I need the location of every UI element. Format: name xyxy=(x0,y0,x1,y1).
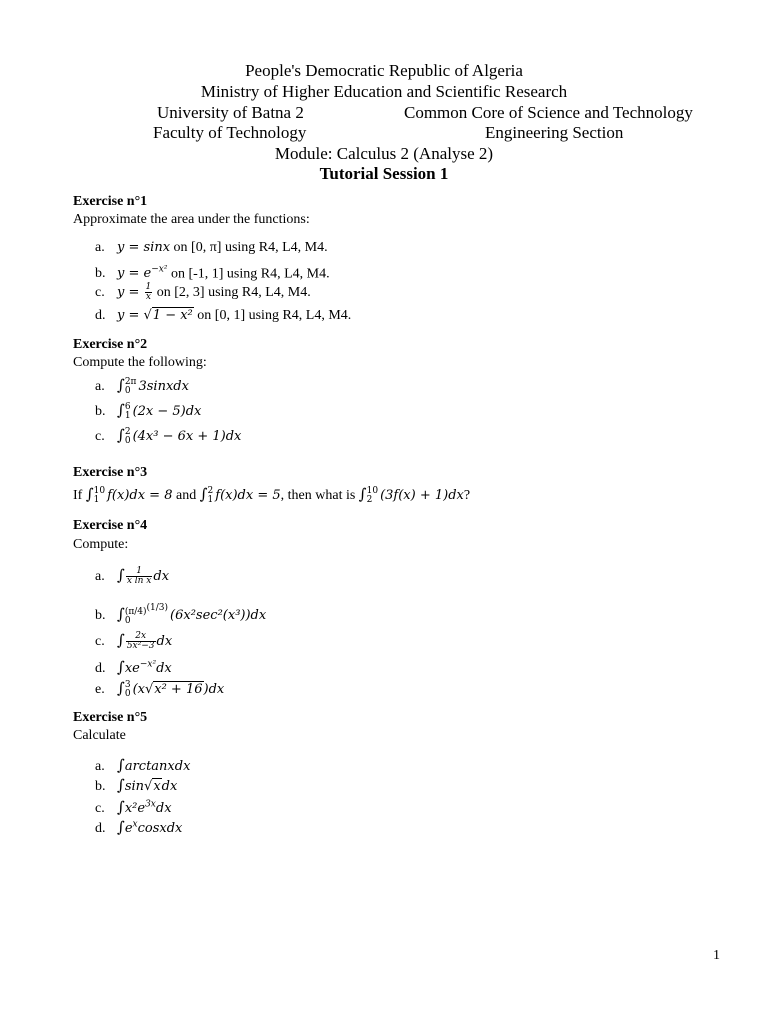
exercise-5-item-d: d. $\int e^xcosxdx$ xyxy=(95,818,183,837)
exercise-1-item-c: c. y = $\frac{1}{x}$ on [2, 3] using R4, L4, M4. xyxy=(95,282,311,302)
exercise-5-item-b: b. ∫sin√xdx xyxy=(95,776,178,794)
exercise-1-item-a: a. y = sinx on [0, π] using R4, L4, M4. xyxy=(95,240,328,255)
page-number: 1 xyxy=(713,948,720,963)
exercise-2-item-c: c. ∫ 2 0 (4x³ − 6x + 1)dx xyxy=(95,426,242,446)
exercise-5-item-a: a. ∫arctanxdx xyxy=(95,756,191,774)
ministry-line: Ministry of Higher Education and Scientific Research xyxy=(200,82,568,101)
exercise-2-item-a: a. ∫ 2π 0 3sinxdx xyxy=(95,376,189,396)
exercise-4-item-d: d. $\int xe^{-x^2}dx$ xyxy=(95,658,172,677)
exercise-5-title: Exercise n°5 xyxy=(73,710,148,725)
faculty-name: Faculty of Technology xyxy=(153,123,307,142)
exercise-3-title: Exercise n°3 xyxy=(73,465,148,480)
country-line: People's Democratic Republic of Algeria xyxy=(245,61,523,80)
exercise-2-item-b: b. ∫ 6 1 (2x − 5)dx xyxy=(95,401,202,421)
exercise-1-item-b: b. $y = e^{-x^2}$ on [-1, 1] using R4, L4, M4. xyxy=(95,265,330,282)
exercise-4-item-b: b. ∫ $(\pi/4)^{(1/3)}$ 0 (6x²sec²(x³))dx xyxy=(95,603,267,626)
exercise-1-item-d: d. y = √1 − x² on [0, 1] using R4, L4, M4. xyxy=(95,308,352,323)
exercise-4-intro: Compute: xyxy=(73,537,129,552)
exercise-4-item-c: c. ∫ $\frac{2x}{\text{5x²−3}}$ dx xyxy=(95,631,173,651)
module-line: Module: Calculus 2 (Analyse 2) xyxy=(274,144,494,163)
exercise-4-title: Exercise n°4 xyxy=(73,518,148,533)
exercise-4-item-e: e. ∫ 3 0 (x√x² + 16)dx xyxy=(95,679,225,699)
exercise-4-item-a: a. ∫ $\frac{1}{\text{x ln x}}$ dx xyxy=(95,566,170,586)
exercise-1-title: Exercise n°1 xyxy=(73,194,148,209)
section-name: Engineering Section xyxy=(485,123,624,142)
exercise-2-intro: Compute the following: xyxy=(73,355,207,370)
program-name: Common Core of Science and Technology xyxy=(404,103,693,122)
exercise-3-text: If ∫ 10 1 f(x)dx = 8 and ∫ 2 1 f(x)dx = 5, then what is ∫ 10 2 (3f(x) + 1)dx? xyxy=(73,485,471,505)
exercise-5-item-c: c. $\int x^2e^{3x}dx$ xyxy=(95,798,172,817)
exercise-2-title: Exercise n°2 xyxy=(73,337,148,352)
exercise-1-intro: Approximate the area under the functions: xyxy=(73,212,310,227)
exercise-5-intro: Calculate xyxy=(73,728,126,743)
university-name: University of Batna 2 xyxy=(157,103,304,122)
session-title: Tutorial Session 1 xyxy=(319,164,449,183)
